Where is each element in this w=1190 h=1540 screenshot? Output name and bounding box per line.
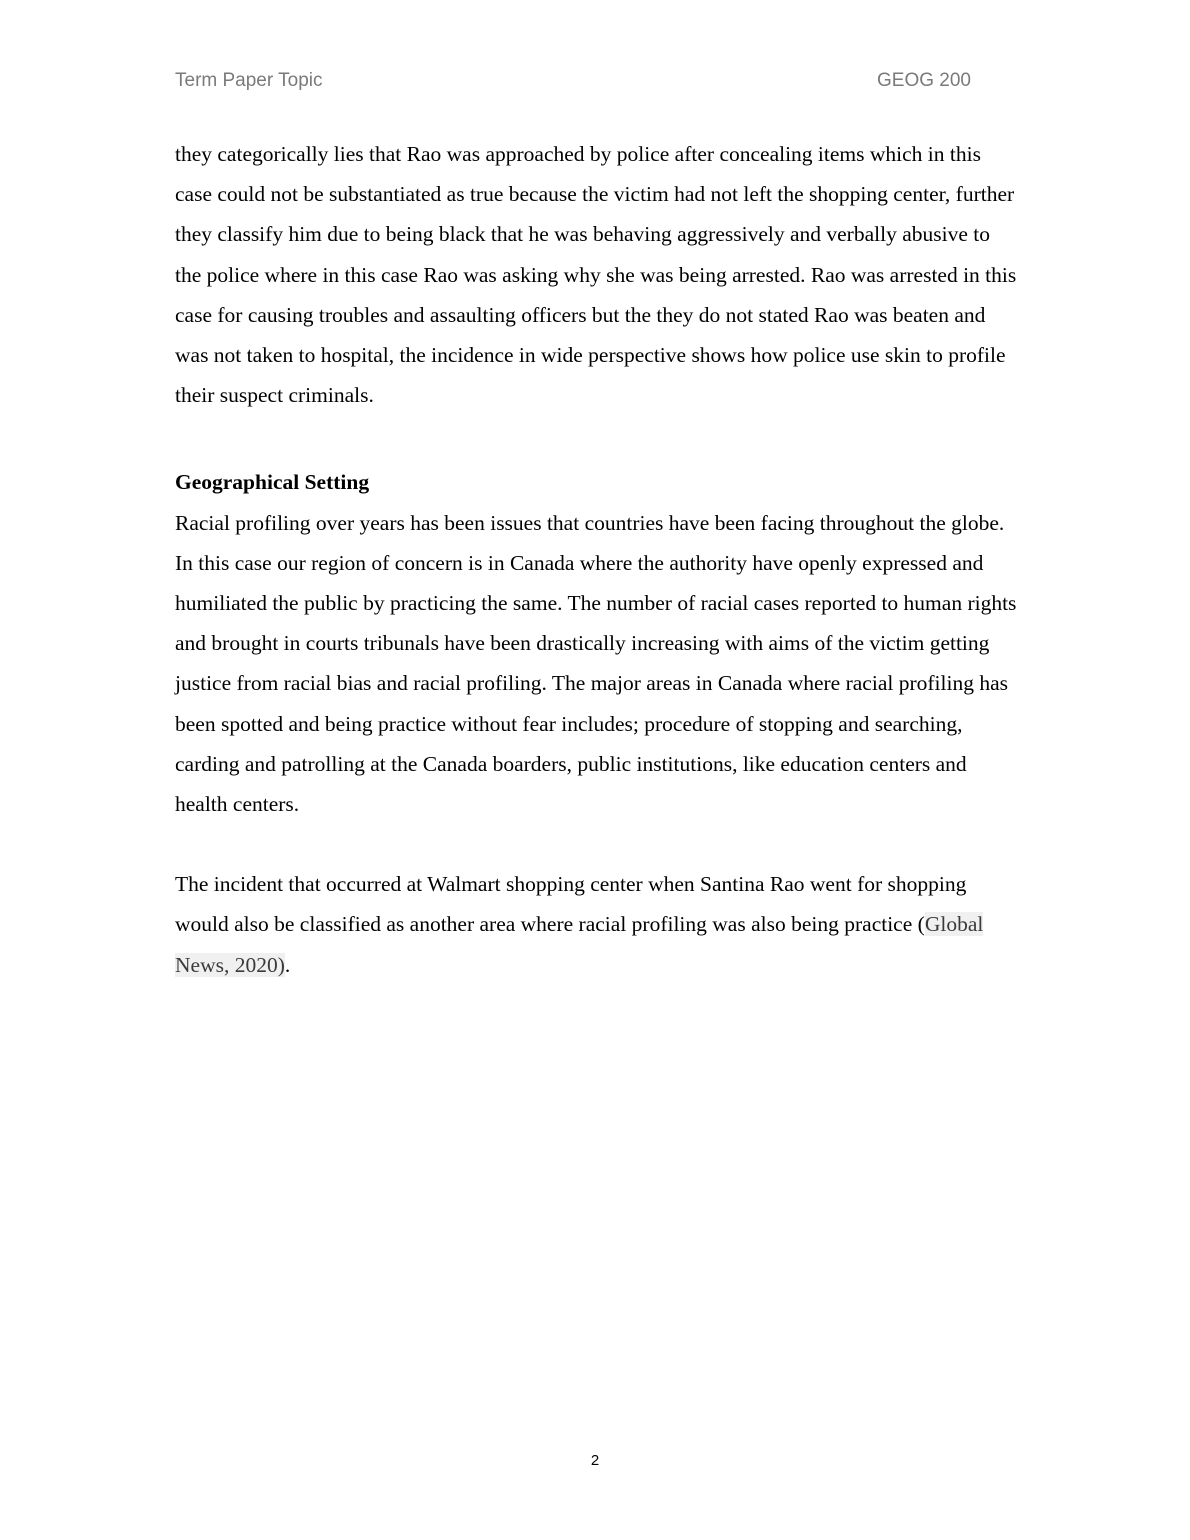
paragraph-walmart-text: The incident that occurred at Walmart shopping center when Santina Rao went for shopping would also be classified as another area where racial profiling was also being practice ( bbox=[175, 872, 967, 937]
paragraph-walmart-incident bbox=[175, 864, 1020, 985]
paragraph-spacer bbox=[175, 415, 1020, 462]
header-course-code: GEOG 200 bbox=[877, 70, 971, 91]
document-body bbox=[175, 134, 1020, 985]
header-title: Term Paper Topic bbox=[175, 70, 323, 91]
paragraph-incident-description: they categorically lies that Rao was approached by police after concealing items which in this case could not be substantiated as true because the victim had not left the shopping center, further they classify him due to being black that he was behaving aggressively and verbally abusive to the police where in this case Rao was asking why she was being arrested. Rao was arrested in this case for causing troubles and assaulting officers but the they do not stated Rao was beaten and was not taken to hospital, the incidence in wide perspective shows how police use skin to profile their suspect criminals. bbox=[175, 142, 1017, 408]
paragraph-end-punctuation: . bbox=[284, 952, 291, 977]
paragraph-spacer bbox=[175, 824, 1020, 864]
page-number: 2 bbox=[590, 1452, 600, 1469]
section-heading: Geographical Setting bbox=[175, 470, 370, 495]
citation-reference[interactable]: Global News, 2020) bbox=[175, 912, 984, 977]
paragraph-geographical-setting: Racial profiling over years has been issues that countries have been facing throughout the globe. In this case our region of concern is in Canada where the authority have openly expressed and humiliated the public by practicing the same. The number of racial cases reported to human rights and brought in courts tribunals have been drastically increasing with aims of the victim getting justice from racial bias and racial profiling. The major areas in Canada where racial profiling has been spotted and being practice without fear includes; procedure of stopping and searching, carding and patrolling at the Canada boarders, public institutions, like education centers and health centers. bbox=[175, 510, 1017, 817]
